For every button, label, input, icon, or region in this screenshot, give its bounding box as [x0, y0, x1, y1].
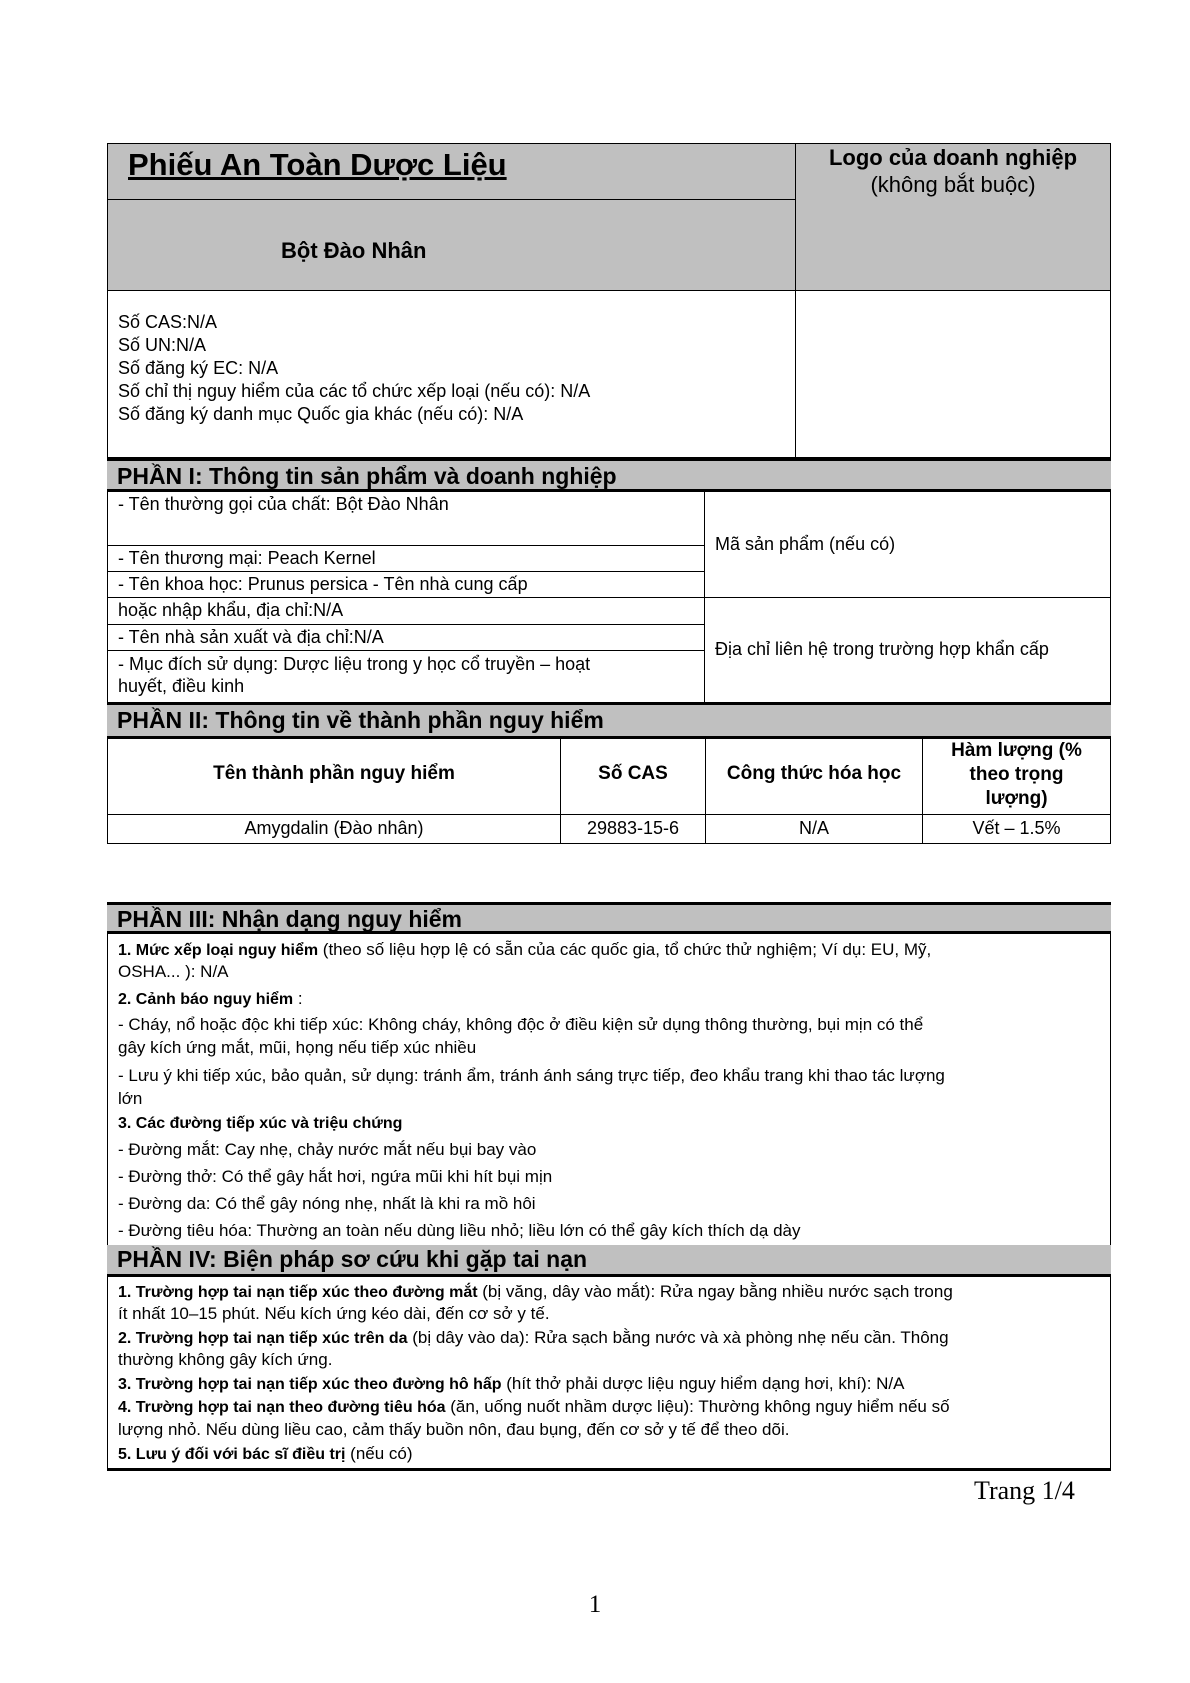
identifiers-list	[118, 311, 590, 426]
usage-purpose-line1: - Mục đích sử dụng: Dược liệu trong y học cổ truyền – hoạt	[118, 654, 591, 674]
col-header-name: Tên thành phần nguy hiểm	[213, 763, 455, 784]
ingredient-cas: 29883-15-6	[586, 818, 680, 838]
section1-heading-bar	[107, 458, 1111, 492]
doctor-note-label: 5. Lưu ý đối với bác sĩ điều trị	[118, 1446, 346, 1463]
first-aid-ingestion-text: (ăn, uống nuốt nhầm dược liệu): Thường không nguy hiểm nếu số	[445, 1397, 950, 1416]
first-aid-eye-text: (bị văng, dây vào mắt): Rửa ngay bằng nhiều nước sạch trong	[477, 1282, 953, 1301]
handling-note-line1: - Lưu ý khi tiếp xúc, bảo quản, sử dụng: tránh ẩm, tránh ánh sáng trực tiếp, đeo khẩu trang khi thao tác lượng	[118, 1066, 945, 1085]
section4-heading-bar	[107, 1245, 1111, 1277]
common-name: - Tên thường gọi của chất: Bột Đào Nhân	[118, 494, 449, 514]
exposure-routes-heading: 3. Các đường tiếp xúc và triệu chứng	[118, 1115, 403, 1132]
section4-body	[107, 1276, 1111, 1471]
first-aid-ingestion	[118, 1396, 950, 1419]
un-number: Số UN:N/A	[118, 335, 207, 355]
col-header-content	[923, 739, 1110, 811]
title-cell	[107, 143, 796, 200]
first-aid-inhalation-text: (hít thở phải dược liệu nguy hiểm dạng hơi, khí): N/A	[501, 1374, 905, 1393]
fire-toxicity-line1: - Cháy, nổ hoặc độc khi tiếp xúc: Không cháy, không độc ở điều kiện sử dụng thông thường, bụi mịn có thể	[118, 1015, 924, 1034]
route-breath: - Đường thở: Có thể gây hắt hơi, ngứa mũi khi hít bụi mịn	[118, 1167, 553, 1186]
col-header-content-line3: lượng)	[985, 788, 1048, 809]
col-header-formula: Công thức hóa học	[726, 763, 902, 784]
first-aid-eye-line2: ít nhất 10–15 phút. Nếu kích ứng kéo dài, đến cơ sở y tế.	[118, 1304, 550, 1323]
hazard-index: Số chỉ thị nguy hiểm của các tổ chức xếp loại (nếu có): N/A	[118, 381, 591, 401]
hazard-classification	[118, 939, 931, 962]
ingredient-content: Vết – 1.5%	[972, 818, 1061, 838]
hazard-classification-text: (theo số liệu hợp lệ có sẵn của các quốc gia, tổ chức thử nghiệm; Ví dụ: EU, Mỹ,	[318, 940, 932, 959]
manufacturer: - Tên nhà sản xuất và địa chỉ:N/A	[118, 627, 384, 647]
ingredients-table	[107, 738, 1111, 844]
section2-heading-bar	[107, 705, 1111, 739]
hazard-classification-line2: OSHA... ): N/A	[118, 962, 229, 981]
hazard-warning	[118, 988, 303, 1011]
ec-number: Số đăng ký EC: N/A	[118, 358, 279, 378]
first-aid-eye	[118, 1281, 953, 1304]
section2-heading: PHẦN II: Thông tin về thành phần nguy hiểm	[117, 707, 604, 733]
cas-number: Số CAS:N/A	[118, 312, 218, 332]
importer: hoặc nhập khẩu, địa chỉ:N/A	[118, 600, 344, 620]
trade-name: - Tên thương mại: Peach Kernel	[118, 548, 376, 568]
first-aid-inhalation	[118, 1373, 905, 1396]
identifiers-cell	[107, 290, 796, 458]
first-aid-skin	[118, 1327, 949, 1350]
handling-note-line2: lớn	[118, 1089, 143, 1108]
col-header-content-line2: theo trọng	[969, 764, 1064, 785]
first-aid-ingestion-label: 4. Trường hợp tai nạn theo đường tiêu hóa	[118, 1399, 446, 1416]
page-label: Trang 1/4	[974, 1476, 1075, 1505]
fire-toxicity-line2: gây kích ứng mắt, mũi, họng nếu tiếp xúc nhiều	[118, 1038, 477, 1057]
product-name-cell	[107, 199, 796, 291]
section1-heading: PHẦN I: Thông tin sản phẩm và doanh nghiệp	[117, 463, 617, 489]
scientific-name: - Tên khoa học: Prunus persica - Tên nhà cung cấp	[118, 574, 528, 594]
col-header-cas: Số CAS	[598, 763, 668, 784]
first-aid-inhalation-label: 3. Trường hợp tai nạn tiếp xúc theo đường hô hấp	[118, 1376, 502, 1393]
first-aid-ingestion-line2: lượng nhỏ. Nếu dùng liều cao, cảm thấy buồn nôn, đau bụng, đến cơ sở y tế để theo dõi.	[118, 1420, 790, 1439]
product-code: Mã sản phẩm (nếu có)	[715, 534, 896, 554]
ingredient-name: Amygdalin (Đào nhân)	[244, 818, 424, 838]
usage-purpose-line2: huyết, điều kinh	[118, 676, 245, 696]
section1-table	[107, 491, 1111, 705]
ingredient-formula: N/A	[798, 818, 829, 838]
logo-placeholder	[796, 144, 1110, 198]
first-aid-skin-text: (bị dây vào da): Rửa sạch bằng nước và xà phòng nhẹ nếu cần. Thông	[407, 1328, 949, 1347]
section4-heading: PHẦN IV: Biện pháp sơ cứu khi gặp tai nạn	[117, 1246, 588, 1272]
hazard-classification-label: 1. Mức xếp loại nguy hiểm	[118, 942, 319, 959]
national-registry: Số đăng ký danh mục Quốc gia khác (nếu có): N/A	[118, 404, 524, 424]
identifiers-right-cell	[795, 290, 1111, 458]
doctor-note-text: (nếu có)	[345, 1444, 413, 1463]
section3-body	[107, 933, 1111, 1245]
logo-cell	[795, 143, 1111, 291]
page-number: 1	[588, 1591, 602, 1618]
logo-line2: (không bắt buộc)	[870, 172, 1036, 197]
section3-heading: PHẦN III: Nhận dạng nguy hiểm	[117, 906, 463, 932]
document-title: Phiếu An Toàn Dược Liệu	[128, 147, 507, 182]
first-aid-skin-line2: thường không gây kích ứng.	[118, 1350, 333, 1369]
emergency-contact: Địa chỉ liên hệ trong trường hợp khẩn cấp	[715, 639, 1049, 659]
hazard-warning-label: 2. Cảnh báo nguy hiểm	[118, 991, 294, 1008]
route-digest: - Đường tiêu hóa: Thường an toàn nếu dùng liều nhỏ; liều lớn có thể gây kích thích dạ dày	[118, 1221, 801, 1240]
hazard-warning-colon: :	[293, 989, 303, 1008]
first-aid-skin-label: 2. Trường hợp tai nạn tiếp xúc trên da	[118, 1330, 408, 1347]
doctor-note	[118, 1443, 413, 1466]
first-aid-eye-label: 1. Trường hợp tai nạn tiếp xúc theo đường mắt	[118, 1284, 478, 1301]
product-name: Bột Đào Nhân	[281, 238, 427, 263]
route-eye: - Đường mắt: Cay nhẹ, chảy nước mắt nếu bụi bay vào	[118, 1140, 537, 1159]
section3-heading-bar	[107, 902, 1111, 934]
route-skin: - Đường da: Có thể gây nóng nhẹ, nhất là khi ra mồ hôi	[118, 1194, 536, 1213]
col-header-content-line1: Hàm lượng (%	[951, 740, 1082, 761]
logo-line1: Logo của doanh nghiệp	[828, 145, 1078, 170]
